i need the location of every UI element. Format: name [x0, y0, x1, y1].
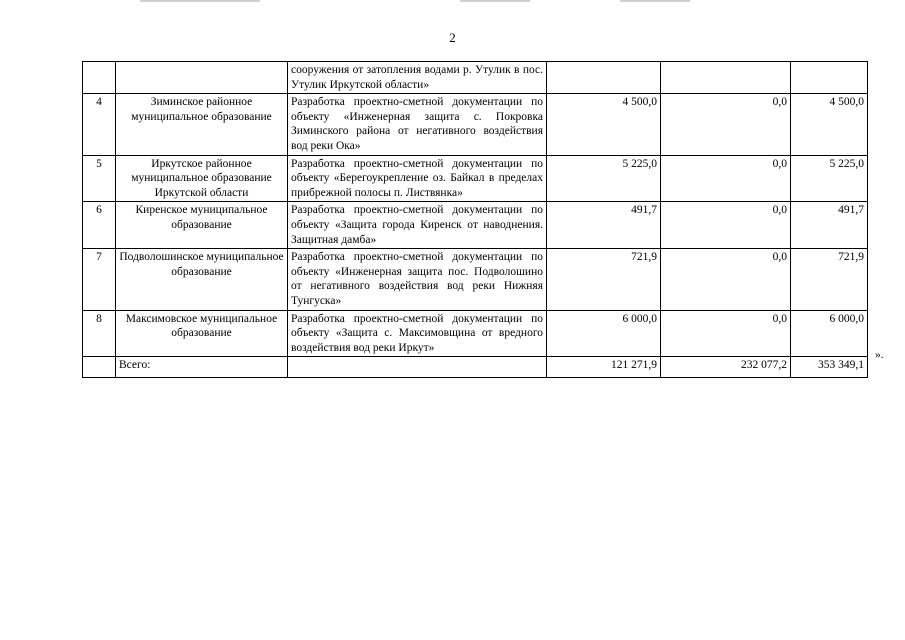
scan-artifact — [460, 0, 530, 2]
amount-col-1 — [547, 62, 661, 94]
municipality-name: Подволошинское муниципальное образование — [116, 249, 288, 310]
municipality-name: Зиминское районное муниципальное образование — [116, 94, 288, 155]
amount-total: 491,7 — [791, 202, 868, 249]
row-number — [83, 62, 116, 94]
amount-col-2: 0,0 — [661, 310, 791, 357]
work-description: Разработка проектно-сметной документации по объекту «Инженерная защита с. Покровка Зиминского района от негативного воздействия вод реки Ока» — [288, 94, 547, 155]
municipality-name: Максимовское муниципальное образование — [116, 310, 288, 357]
work-description: Разработка проектно-сметной документации по объекту «Берегоукрепление оз. Байкал в пределах прибрежной полосы п. Листвянка» — [288, 155, 547, 202]
amount-total — [791, 62, 868, 94]
total-description-cell — [288, 357, 547, 378]
municipality-name: Иркутское районное муниципальное образование Иркутской области — [116, 155, 288, 202]
amount-col-2: 0,0 — [661, 155, 791, 202]
amount-total: 6 000,0 — [791, 310, 868, 357]
row-number: 6 — [83, 202, 116, 249]
work-description: Разработка проектно-сметной документации по объекту «Инженерная защита пос. Подволошино от негативного воздействия вод реки Нижняя Тунгуска» — [288, 249, 547, 310]
row-number: 8 — [83, 310, 116, 357]
page-number: 2 — [449, 30, 456, 45]
amount-col-2: 0,0 — [661, 94, 791, 155]
municipality-name: Киренское муниципальное образование — [116, 202, 288, 249]
table-row — [83, 249, 868, 310]
row-number: 7 — [83, 249, 116, 310]
work-description: Разработка проектно-сметной документации по объекту «Защита с. Максимовщина от вредного воздействия вод реки Иркут» — [288, 310, 547, 357]
row-number: 5 — [83, 155, 116, 202]
table-row — [83, 62, 868, 94]
funding-table — [82, 61, 868, 378]
total-amount-col-2: 232 077,2 — [661, 357, 791, 378]
amount-total: 5 225,0 — [791, 155, 868, 202]
total-label: Всего: — [116, 357, 288, 378]
work-description: Разработка проектно-сметной документации по объекту «Защита города Киренск от наводнения. Защитная дамба» — [288, 202, 547, 249]
municipality-name — [116, 62, 288, 94]
amount-col-1: 5 225,0 — [547, 155, 661, 202]
amount-total: 4 500,0 — [791, 94, 868, 155]
total-row — [83, 357, 868, 378]
table-row — [83, 155, 868, 202]
amount-col-1: 721,9 — [547, 249, 661, 310]
amount-col-1: 6 000,0 — [547, 310, 661, 357]
row-number: 4 — [83, 94, 116, 155]
total-amount-col-1: 121 271,9 — [547, 357, 661, 378]
amount-col-2 — [661, 62, 791, 94]
table-row — [83, 310, 868, 357]
amount-col-2: 0,0 — [661, 249, 791, 310]
amount-col-2: 0,0 — [661, 202, 791, 249]
table-row — [83, 202, 868, 249]
amount-col-1: 4 500,0 — [547, 94, 661, 155]
scan-artifact — [140, 0, 260, 2]
amount-col-1: 491,7 — [547, 202, 661, 249]
amount-total: 721,9 — [791, 249, 868, 310]
closing-quote-mark: ». — [875, 349, 884, 361]
table-row — [83, 94, 868, 155]
work-description: сооружения от затопления водами р. Утулик в пос. Утулик Иркутской области» — [288, 62, 547, 94]
scan-artifact — [620, 0, 690, 2]
total-amount-sum: 353 349,1 — [791, 357, 868, 378]
total-number-cell — [83, 357, 116, 378]
